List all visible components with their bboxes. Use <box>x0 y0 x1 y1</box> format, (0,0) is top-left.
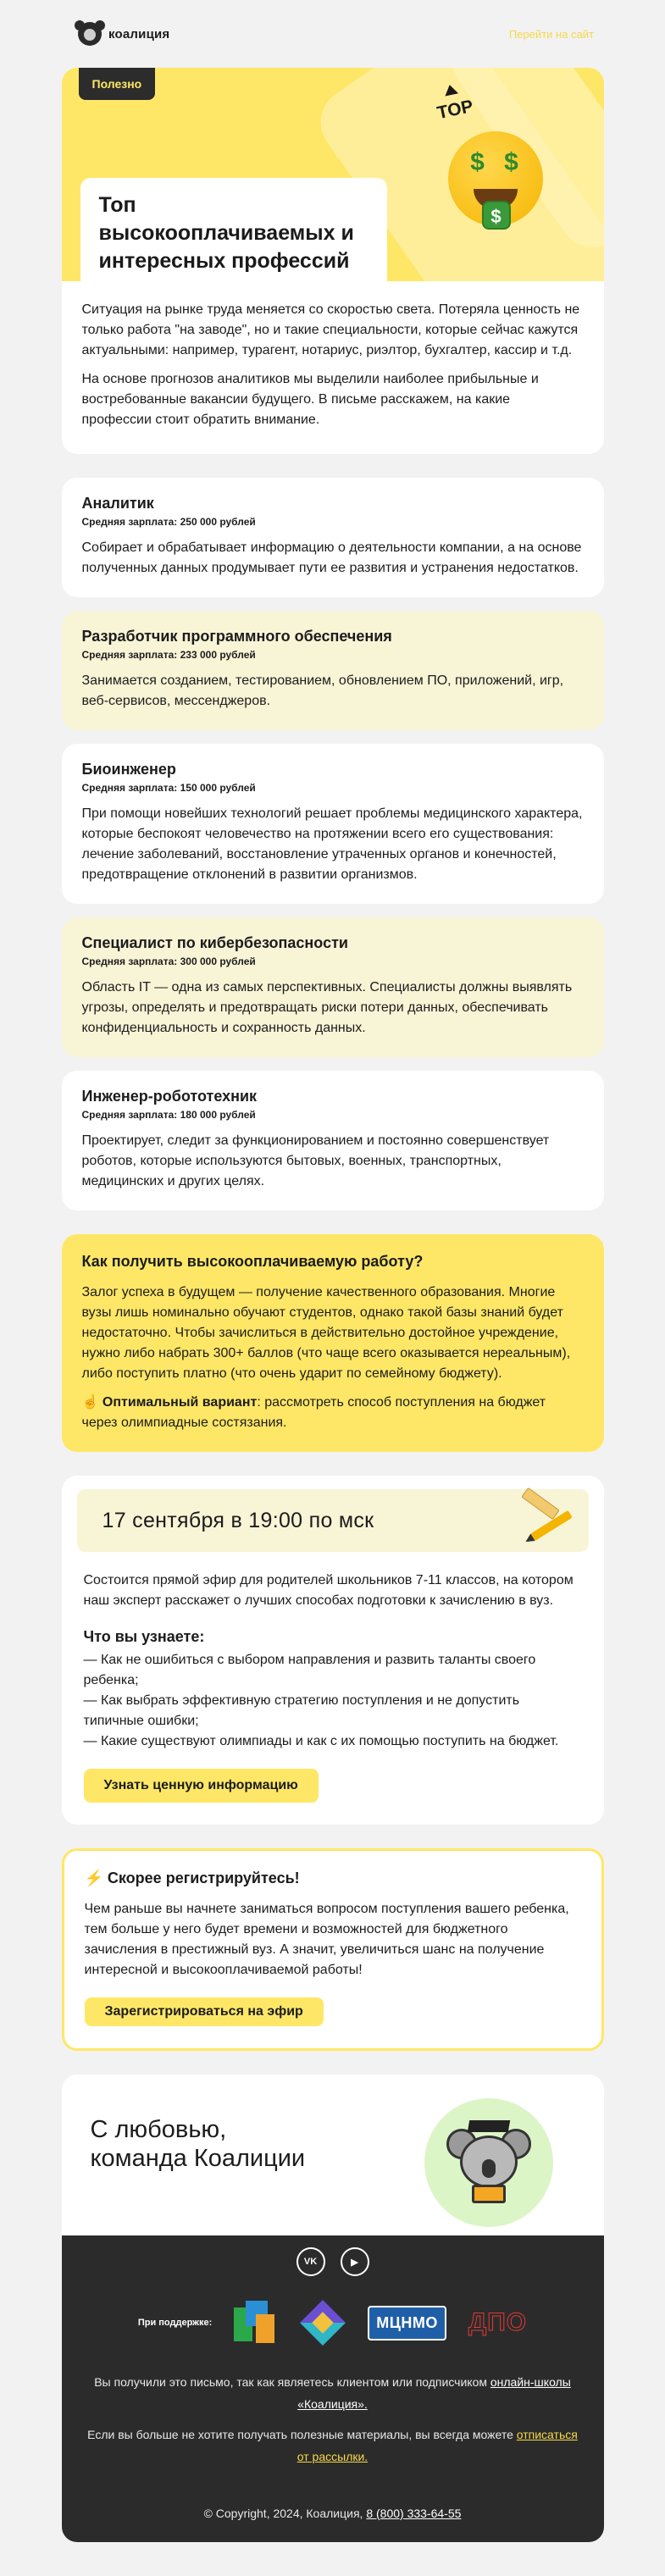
unsub-text: Если вы больше не хотите получать полезные материалы, вы всегда можете <box>87 2428 517 2441</box>
job-salary: Средняя зарплата: 300 000 рублей <box>81 956 256 967</box>
school-link[interactable]: онлайн-школы «Коалиция». <box>297 2375 571 2411</box>
footer <box>62 2235 604 2542</box>
open-website-link[interactable]: Перейти на сайт <box>508 27 594 41</box>
job-description: Область IT — одна из самых перспективных. Специалисты должны выявлять угрозы, определять и предотвращать риски потери данных, обеспечивать конфиденциальность и сохранность данных. <box>81 980 573 1035</box>
learn-info-button[interactable]: Узнать ценную информацию <box>84 1769 319 1803</box>
koala-icon <box>445 2117 533 2205</box>
signature-text <box>91 2115 306 2173</box>
sponsor-logo-dpo: ДПО <box>468 2308 528 2336</box>
signature-block <box>62 2075 604 2235</box>
top-bar <box>0 0 665 68</box>
sponsors-row <box>87 2300 579 2346</box>
how-title: Как получить высокооплачиваемую работу? <box>81 1253 424 1270</box>
youtube-icon[interactable]: ▶ <box>341 2247 369 2276</box>
job-description: Занимается созданием, тестированием, обновлением ПО, приложений, игр, веб-сервисов, мессенджеров. <box>81 673 564 708</box>
page-title: Топ высокооплачиваемых и интересных профессий <box>98 193 354 273</box>
sponsor-logo-blocks-icon <box>234 2301 278 2345</box>
job-description: Проектирует, следит за функционированием и постоянно совершенствует роботов, которые используются бытовых, военных, транспортных, медицинских и других целях. <box>81 1133 550 1188</box>
job-salary: Средняя зарплата: 233 000 рублей <box>81 649 256 661</box>
job-description: Собирает и обрабатывает информацию о деятельности компании, а на основе полученных данных продумывает пути ее развития и устранения недостатков. <box>81 540 582 575</box>
job-salary: Средняя зарплата: 250 000 рублей <box>81 516 256 528</box>
job-card <box>62 744 604 904</box>
job-title: Инженер-робототехник <box>81 1088 258 1105</box>
hero-title-box <box>80 178 387 281</box>
social-links <box>87 2247 579 2276</box>
ruler-icon <box>521 1487 559 1520</box>
copyright-text: © Copyright, 2024, Коалиция, <box>203 2507 367 2520</box>
how-tip <box>82 1393 584 1433</box>
subscription-reason <box>87 2371 579 2415</box>
pointing-up-icon: ☝️ <box>81 1395 99 1410</box>
event-date: 17 сентября в 19:00 по мск <box>102 1508 374 1532</box>
job-card <box>62 478 604 597</box>
copyright <box>87 2507 579 2520</box>
event-list <box>84 1650 582 1752</box>
job-card <box>62 611 604 730</box>
vk-icon[interactable]: VK <box>296 2247 325 2276</box>
logo[interactable] <box>78 22 169 46</box>
tip-bold: Оптимальный вариант <box>102 1395 258 1410</box>
how-paragraph: Залог успеха в будущем — получение качественного образования. Многие вузы лишь номинально обучают студентов, однако такой базы знаний будет недостаточно. Чтобы зачислиться в действительно достойное учреждение, нужно либо набрать 300+ баллов (что чаще всего оказывается нереальным), либо поступить платно (что очень ударит по семейному бюджету). <box>81 1285 571 1381</box>
money-mouth-face-icon: $ $ $ <box>448 131 543 226</box>
unsubscribe-text <box>87 2424 579 2468</box>
job-card <box>62 917 604 1057</box>
intro-paragraph: Ситуация на рынке труда меняется со скоростью света. Потеряла ценность не только работа "на заводе", но и такие специальности, которые сейчас кажутся актуальными: например, турагент, нотариус, риэлтор, бухгалтер, кассир и т.д. <box>81 302 580 357</box>
list-item: — Как выбрать эффективную стратегию поступления и не допустить типичные ошибки; <box>83 1693 520 1728</box>
signature-line: команда Коалиции <box>90 2145 306 2172</box>
job-title: Аналитик <box>81 495 154 512</box>
signature-line: С любовью, <box>90 2116 227 2143</box>
sponsor-label: При поддержке: <box>137 2318 213 2328</box>
koala-logo-icon <box>78 22 102 46</box>
event-header <box>77 1489 589 1552</box>
logo-text: коалиция <box>108 26 170 42</box>
unsubscribe-link[interactable]: отписаться от рассылки. <box>296 2428 578 2463</box>
how-to-get-job-block <box>62 1234 604 1452</box>
event-list-title: Что вы узнаете: <box>83 1628 205 1645</box>
list-item: — Какие существуют олимпиады и как с их помощью поступить на бюджет. <box>83 1734 559 1748</box>
job-title: Специалист по кибербезопасности <box>81 934 348 951</box>
register-button[interactable]: Зарегистрироваться на эфир <box>85 1997 324 2026</box>
sponsor-logo-mcnmo: МЦНМО <box>368 2306 446 2341</box>
job-title: Биоинженер <box>81 761 176 778</box>
list-item: — Как не ошибиться с выбором направления и развить таланты своего ребенка; <box>83 1653 536 1687</box>
register-text: Чем раньше вы начнете заниматься вопросом поступления вашего ребенка, тем больше у него будет времени и возможностей для бюджетного зачисления в престижный вуз. А значит, увеличиться шанс на получение интересной и высокооплачиваемой работы! <box>84 1902 569 1977</box>
job-card <box>62 1071 604 1210</box>
koala-mascot <box>424 2098 553 2227</box>
register-title: ⚡ Скорее регистрируйтесь! <box>84 1870 300 1886</box>
footer-card <box>62 2075 604 2542</box>
reason-text: Вы получили это письмо, так как являетесь клиентом или подписчиком <box>94 2375 490 2389</box>
job-salary: Средняя зарплата: 180 000 рублей <box>81 1109 256 1121</box>
event-card <box>62 1476 604 1825</box>
hero-card <box>62 68 604 454</box>
category-badge: Полезно <box>79 68 156 100</box>
intro-paragraph: На основе прогнозов аналитиков мы выделили наиболее прибыльные и востребованные вакансии будущего. В письме расскажем, на какие профессии стоит обратить внимание. <box>81 372 539 427</box>
job-description: При помощи новейших технологий решает проблемы медицинского характера, которые беспокоят человечество на протяжении всего его существования: лечение заболеваний, восстановление утраченных органов и конечностей, предотвращение отклонений в развитии организмов. <box>81 806 583 882</box>
event-description: Состоится прямой эфир для родителей школьников 7-11 классов, на котором наш эксперт расскажет о лучших способах подготовки к зачислению в вуз. <box>83 1573 574 1608</box>
job-salary: Средняя зарплата: 150 000 рублей <box>81 782 256 794</box>
hero-banner <box>62 68 604 281</box>
register-card <box>62 1848 604 2051</box>
sponsor-logo-gem-icon <box>300 2300 346 2346</box>
phone-link[interactable]: 8 (800) 333-64-55 <box>366 2507 462 2520</box>
event-body <box>77 1552 589 1803</box>
intro-text <box>62 281 604 454</box>
tip-text: : рассмотреть способ поступления на бюджет через олимпиадные состязания. <box>81 1395 546 1430</box>
job-title: Разработчик программного обеспечения <box>81 628 392 645</box>
top-label: TOP <box>435 96 475 124</box>
